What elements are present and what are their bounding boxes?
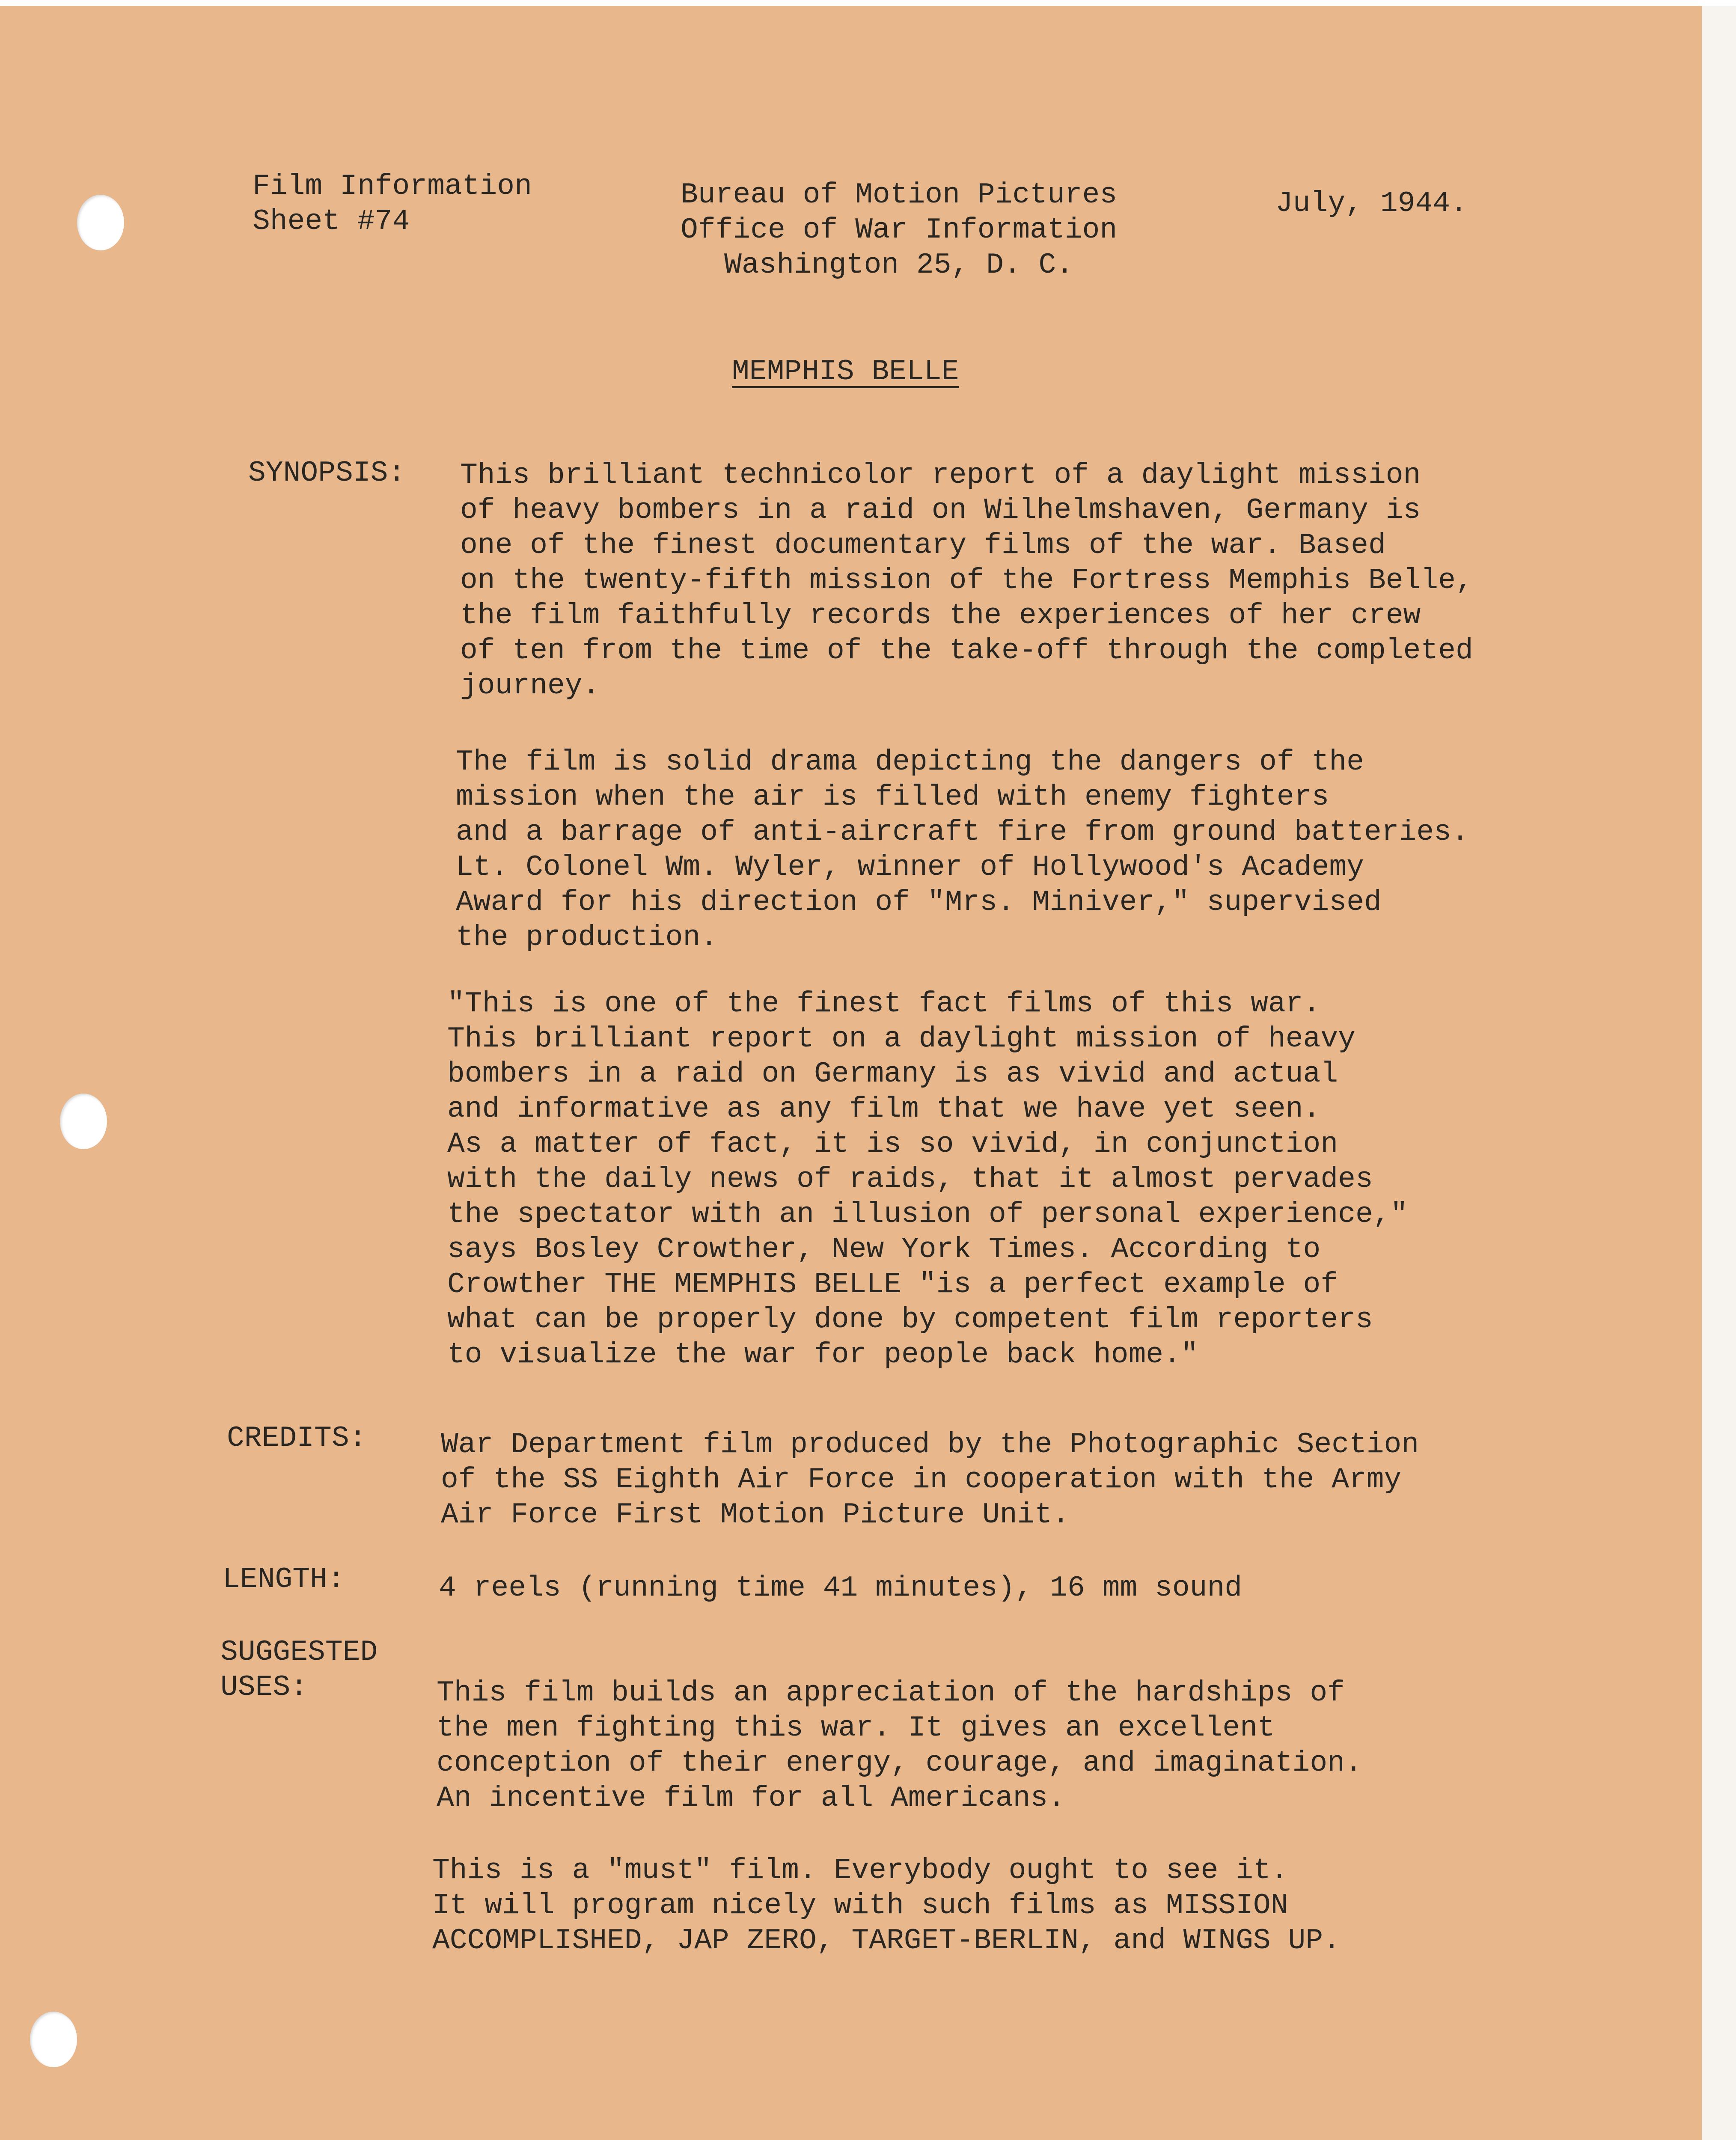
suggested-uses-paragraph-2: This is a "must" film. Everybody ought to see it. It will program nicely with such films as MISSION ACCOMPLISHED, JAP ZERO, TARGET-BERLIN, and WINGS UP.	[432, 1854, 1341, 1957]
credits-label: CREDITS:	[227, 1422, 367, 1455]
scan-edge	[1702, 6, 1736, 2140]
suggested-uses-paragraph-1: This film builds an appreciation of the hardships of the men fighting this war. It gives an excellent conception of their energy, courage, and imagination. An incentive film for all Americans.	[437, 1676, 1362, 1815]
punch-hole-top	[77, 195, 124, 250]
length-text: 4 reels (running time 41 minutes), 16 mm sound	[439, 1572, 1243, 1605]
synopsis-paragraph-2: The film is solid drama depicting the dangers of the mission when the air is filled with enemy fighters and a barrage of anti-aircraft fire from ground batteries. Lt. Colonel Wm. Wyler, winner of Hollywood's Academy Award for his direction of "Mrs. Miniver," supervised the production.	[456, 746, 1469, 954]
synopsis-label: SYNOPSIS:	[248, 457, 406, 490]
issue-date: July, 1944.	[1275, 187, 1468, 220]
film-title: MEMPHIS BELLE	[732, 355, 959, 388]
synopsis-paragraph-1: This brilliant technicolor report of a daylight mission of heavy bombers in a raid on Wilhelmshaven, Germany is one of the finest documentary films of the war. Based on the twenty-fifth mission of the Fortress Memphis Belle, the film faithfully records the experiences of her crew of ten from the time of the take-off through the completed journey.	[460, 459, 1473, 702]
credits-text: War Department film produced by the Photographic Section of the SS Eighth Air Force in cooperation with the Army Air Force First Motion Picture Unit.	[441, 1428, 1419, 1531]
length-label: LENGTH:	[223, 1563, 345, 1596]
issuing-office: Bureau of Motion Pictures Office of War Information Washington 25, D. C.	[681, 178, 1118, 282]
synopsis-paragraph-3: "This is one of the finest fact films of this war. This brilliant report on a daylight mission of heavy bombers in a raid on Germany is as vivid and actual and informative as any film that we have yet seen. As a matter of fact, it is so vivid, in conjunction with the daily news of raids, that it almost pervades the spectator with an illusion of personal experience," says Bosley Crowther, New York Times. According to Crowther THE MEMPHIS BELLE "is a perfect example of what can be properly done by competent film reporters to visualize the war for people back home."	[447, 987, 1408, 1371]
sheet-number: Film Information Sheet #74	[253, 170, 532, 238]
punch-hole-middle	[60, 1094, 107, 1149]
suggested-uses-label: SUGGESTED USES:	[220, 1636, 378, 1704]
punch-hole-bottom	[30, 2012, 77, 2067]
